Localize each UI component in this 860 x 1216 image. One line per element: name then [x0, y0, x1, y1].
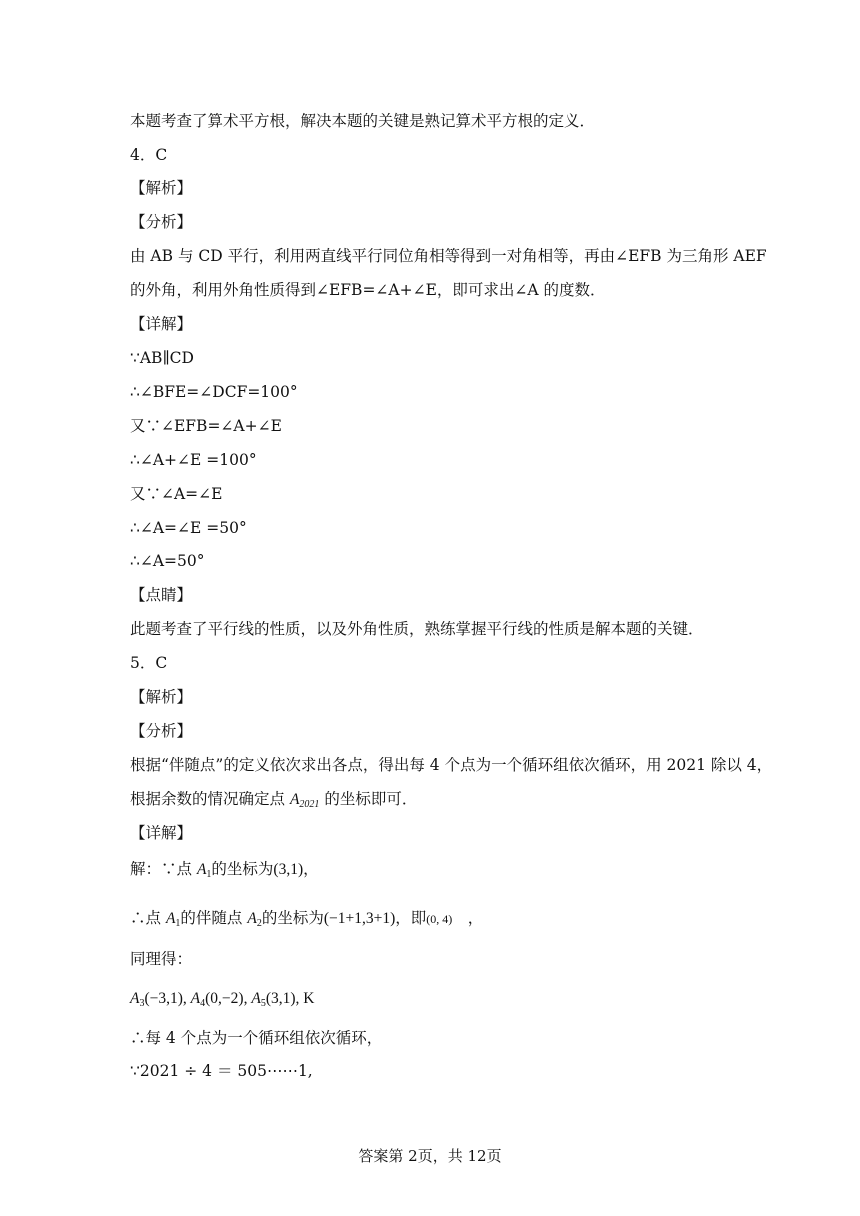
math-line: ∴∠A+∠E =100°	[130, 451, 257, 469]
math-line: ∴∠A=50°	[130, 552, 205, 570]
math-subscript: 1	[175, 918, 181, 929]
answer-heading: 5．C	[130, 654, 168, 672]
math-line: 又∵∠A=∠E	[130, 485, 223, 503]
text-segment: ，	[303, 860, 319, 878]
math-subscript: 4	[200, 998, 206, 1009]
text-segment: 的坐标即可．	[319, 790, 418, 808]
text-line: 此题考查了平行线的性质，以及外角性质，熟练掌握平行线的性质是解本题的关键．	[130, 620, 704, 638]
math-symbol: A	[196, 861, 207, 878]
math-line: ∴∠A=∠E =50°	[130, 519, 247, 537]
section-label: 【详解】	[130, 824, 193, 842]
text-line: 根据“伴随点”的定义依次求出各点，得出每 4 个点为一个循环组依次循环，用 2021 除以 4，	[130, 756, 773, 774]
math-subscript: 3	[139, 998, 145, 1009]
text-segment: 的伴随点	[180, 909, 248, 927]
text-segment: ，	[452, 909, 484, 927]
section-label: 【解析】	[130, 688, 193, 706]
math-symbol: A	[289, 791, 300, 808]
math-subscript: 1	[206, 869, 212, 880]
math-expression: (−3,1),	[144, 990, 191, 1007]
answer-heading: 4．C	[130, 146, 168, 164]
text-segment: ，即	[395, 909, 427, 927]
text-line	[130, 789, 417, 815]
section-label: 【分析】	[130, 722, 193, 740]
math-subscript: 5	[260, 998, 266, 1009]
math-expression: (3,1)	[273, 861, 304, 878]
text-line: 同理得：	[130, 950, 193, 968]
math-expression: (−1+1,3+1)	[323, 910, 396, 927]
page-footer: 答案第 2页，共 12页	[358, 1147, 502, 1165]
math-expression: (0, 4)	[426, 912, 453, 926]
text-segment: 解：∵点	[130, 860, 197, 878]
text-segment: 的坐标为	[211, 860, 274, 878]
math-subscript: 2021	[299, 799, 320, 810]
text-segment: ∴点	[130, 909, 166, 927]
text-line: 的外角，利用外角性质得到∠EFB=∠A+∠E，即可求出∠A 的度数．	[130, 281, 606, 299]
text-line: 由 AB 与 CD 平行，利用两直线平行同位角相等得到一对角相等，再由∠EFB 为三角形 AEF	[130, 247, 767, 265]
math-symbol: A	[190, 990, 201, 1007]
math-subscript: 2	[256, 918, 262, 929]
math-symbol: A	[130, 990, 140, 1007]
section-label: 【分析】	[130, 213, 193, 231]
text-segment: 的坐标为	[261, 909, 324, 927]
math-line: 又∵∠EFB=∠A+∠E	[130, 417, 282, 435]
math-line: ∵AB∥CD	[130, 349, 194, 367]
math-expression: (3,1), K	[265, 990, 315, 1007]
math-line: ∵2021 ÷ 4 ＝ 505⋯⋯1,	[130, 1062, 313, 1080]
section-label: 【详解】	[130, 315, 193, 333]
section-label: 【点睛】	[130, 586, 193, 604]
text-line: 本题考查了算术平方根，解决本题的关键是熟记算术平方根的定义．	[130, 112, 596, 130]
math-expression: (0,−2),	[205, 990, 252, 1007]
math-line	[130, 988, 314, 1014]
section-label: 【解析】	[130, 179, 193, 197]
math-line	[130, 859, 319, 885]
text-line: ∴每 4 个点为一个循环组依次循环，	[130, 1029, 383, 1047]
math-symbol: A	[165, 910, 176, 927]
math-symbol: A	[251, 990, 261, 1007]
text-segment: 根据余数的情况确定点	[130, 790, 290, 808]
math-line	[130, 908, 483, 934]
math-symbol: A	[247, 910, 257, 927]
math-line: ∴∠BFE=∠DCF=100°	[130, 383, 298, 401]
